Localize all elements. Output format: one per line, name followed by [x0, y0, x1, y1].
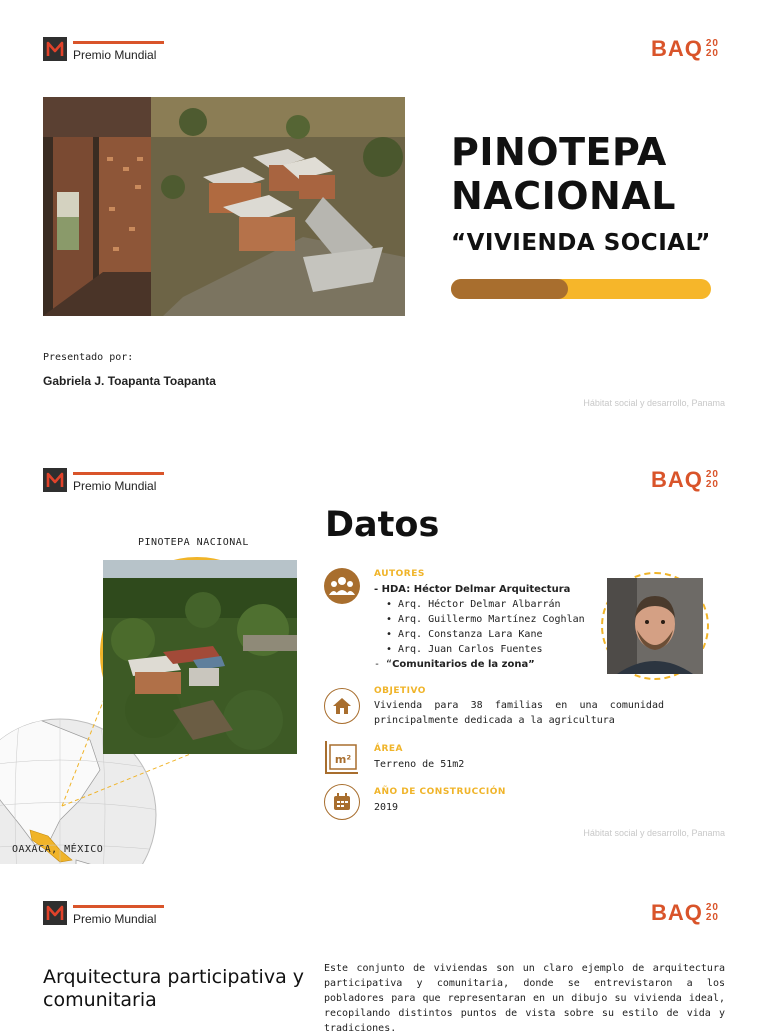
autores-title: AUTORES — [374, 569, 425, 579]
baq-year-top: 20 — [705, 469, 719, 480]
slide-datos — [0, 431, 768, 864]
progress-bar — [451, 279, 711, 299]
title-line-2: NACIONAL — [451, 174, 676, 218]
list-item: • Arq. Guillermo Martínez Coghlan — [385, 614, 585, 625]
premio-mundial-logo — [43, 468, 164, 492]
presenter-name: Gabriela J. Toapanta Toapanta — [43, 374, 216, 388]
anio-text: 2019 — [374, 802, 399, 813]
area-icon-label: m² — [334, 753, 352, 766]
m-logo-icon — [43, 901, 67, 925]
baq-year-top: 20 — [705, 38, 719, 49]
project-subtitle: “VIVIENDA SOCIAL” — [451, 230, 711, 256]
baq-2020-logo — [651, 901, 719, 925]
author-portrait — [601, 572, 709, 680]
autores-block — [374, 582, 585, 672]
home-icon — [324, 688, 360, 724]
area-title: ÁREA — [374, 744, 404, 754]
baq-year-bottom: 20 — [705, 912, 719, 923]
title-line-1: PINOTEPA — [451, 130, 667, 174]
m-logo-icon — [43, 37, 67, 61]
footer-note: Hábitat social y desarrollo, Panama — [583, 828, 725, 838]
section-paragraph: Este conjunto de viviendas son un claro ejemplo de arquitectura participativa y comunitaria, donde se entrevistaron a los pobladores para que representaran en un dibujo su vivienda ideal, recopilando distintos puntos de vista sobre su estilo de vida y tradiciones. — [324, 963, 725, 1034]
autores-list — [374, 597, 585, 657]
location-label-bottom: OAXACA, MÉXICO — [12, 844, 104, 855]
m-logo-icon — [43, 468, 67, 492]
premio-mundial-text: Premio Mundial — [73, 912, 157, 926]
baq-text: BAQ — [650, 467, 703, 492]
slide-arquitectura — [0, 864, 768, 1034]
calendar-icon — [324, 784, 360, 820]
slide-cover — [0, 0, 768, 431]
baq-2020-logo — [651, 37, 719, 61]
baq-year-bottom: 20 — [705, 479, 719, 490]
premio-mundial-text: Premio Mundial — [73, 48, 157, 62]
section-heading: Arquitectura participativa y comunitaria — [43, 966, 304, 1011]
baq-text: BAQ — [650, 36, 703, 61]
footer-note: Hábitat social y desarrollo, Panama — [583, 398, 725, 408]
hero-photo — [43, 97, 405, 316]
project-title — [451, 130, 676, 218]
site-aerial-photo — [100, 557, 294, 751]
baq-year-bottom: 20 — [705, 48, 719, 59]
anio-title: AÑO DE CONSTRUCCIÓN — [374, 787, 506, 797]
autores-firm: - HDA: Héctor Delmar Arquitectura — [374, 584, 571, 595]
premio-mundial-text: Premio Mundial — [73, 479, 157, 493]
presented-by-label: Presentado por: — [43, 352, 134, 363]
autores-community: - “Comunitarios de la zona” — [374, 659, 535, 670]
progress-bar-fill — [451, 279, 568, 299]
location-label-top: PINOTEPA NACIONAL — [138, 537, 249, 548]
baq-year-top: 20 — [705, 902, 719, 913]
list-item: • Arq. Héctor Delmar Albarrán — [385, 599, 561, 610]
objetivo-title: OBJETIVO — [374, 686, 426, 696]
list-item: • Arq. Juan Carlos Fuentes — [385, 644, 543, 655]
objetivo-text: Vivienda para 38 familias en una comunidad principalmente dedicada a la agricultura — [374, 700, 664, 726]
area-icon — [324, 739, 360, 775]
premio-mundial-logo — [43, 901, 164, 925]
premio-mundial-logo — [43, 37, 164, 61]
datos-heading: Datos — [325, 505, 440, 545]
baq-2020-logo — [651, 468, 719, 492]
people-icon — [324, 568, 360, 604]
baq-text: BAQ — [650, 900, 703, 925]
area-text: Terreno de 51m2 — [374, 759, 465, 770]
list-item: • Arq. Constanza Lara Kane — [385, 629, 543, 640]
